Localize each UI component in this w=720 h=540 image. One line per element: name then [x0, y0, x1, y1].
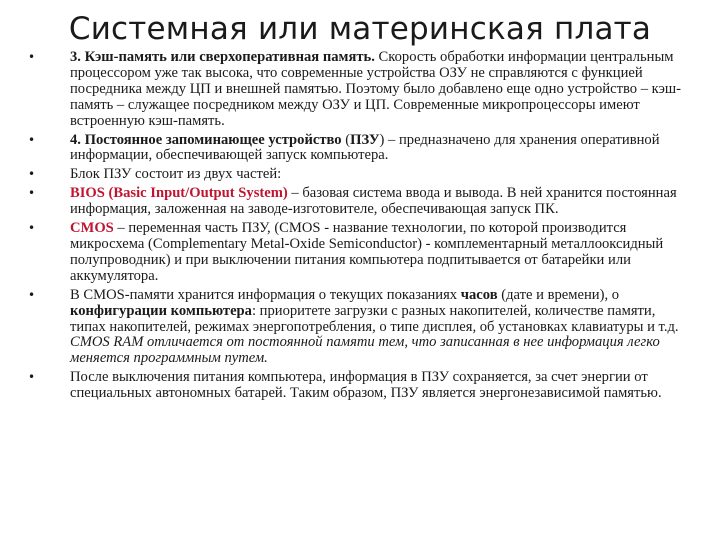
bullet-text-segment: : приоритете загрузки с разных накопителей, количестве памяти, типах накопителей, режимах энергопотребления, о типе дисплея, об установках клавиатуры и т.д. [70, 302, 679, 335]
bullet-text-segment: Скорость обработки информации центральным процессором уже так высока, что современные устройства ОЗУ не справляются с функцией посредника между ЦП и внешней памятью. Поэтому было добавлено еще одно устройство – кэш-память – служащее посредником между ОЗУ и ЦП. Современные микропроцессоры имеют встроенную кэш-память. [70, 49, 681, 129]
bullet-text-segment: 4. Постоянное запоминающее устройство [70, 131, 342, 148]
bullet-dot-icon: • [28, 370, 36, 385]
bullet-text-segment: В CMOS-памяти хранится информация о текущих показаниях [70, 286, 461, 303]
bullet-text-segment: 3. Кэш-память или сверхоперативная память. [70, 49, 375, 65]
bullet-item [28, 370, 690, 402]
bullet-text-segment: часов [460, 286, 498, 303]
bullet-text-segment: Блок ПЗУ состоит из двух частей: [70, 166, 282, 183]
bullet-item [28, 221, 690, 285]
bullet-text-segment: CMOS [70, 220, 114, 237]
bullet-item [28, 186, 690, 218]
bullet-text-segment: – переменная часть ПЗУ, (CMOS - название технологии, по которой производится микросхема (Complementary Metal-Oxide Semiconductor) - комплементарный металлооксидный полупроводник) и при выключении питания компьютера подпитывается от батарейки или аккумулятора. [70, 220, 664, 284]
bullet-dot-icon: • [28, 221, 36, 236]
slide-title: Системная или материнская плата [68, 11, 652, 47]
bullet-list [28, 50, 690, 405]
bullet-item [28, 167, 690, 183]
bullet-dot-icon: • [28, 50, 36, 64]
bullet-dot-icon: • [28, 167, 36, 182]
bullet-text-segment: ( [341, 131, 351, 148]
bullet-item [28, 50, 690, 130]
bullet-item [28, 133, 690, 165]
bullet-text-segment: ПЗУ [350, 131, 380, 148]
bullet-dot-icon: • [28, 287, 36, 302]
bullet-dot-icon: • [28, 186, 36, 201]
bullet-text-segment: – базовая система ввода и вывода. В ней хранится постоянная информация, заложенная на заводе-изготовителе, обеспечивающая запуск ПК. [70, 185, 677, 218]
bullet-text-segment: После выключения питания компьютера, информация в ПЗУ сохраняется, за счет энергии от специальных автономных батарей. Таким образом, ПЗУ является энергонезависимой памятью. [70, 369, 662, 402]
bullet-text-segment: (дате и времени), о [497, 286, 620, 303]
bullet-text-segment: ) – предназначено для хранения оперативной информации, обеспечивающей запуск компьютера. [70, 131, 660, 164]
bullet-text-segment: BIOS (Basic Input/Output System) [70, 185, 288, 202]
bullet-text-segment: CMOS RAM отличается от постоянной памяти тем, что записанная в нее информация легко меняется программным путем. [70, 334, 660, 367]
bullet-dot-icon: • [28, 132, 36, 147]
bullet-text-segment: конфигурации компьютера [70, 302, 252, 319]
bullet-item [28, 288, 690, 368]
